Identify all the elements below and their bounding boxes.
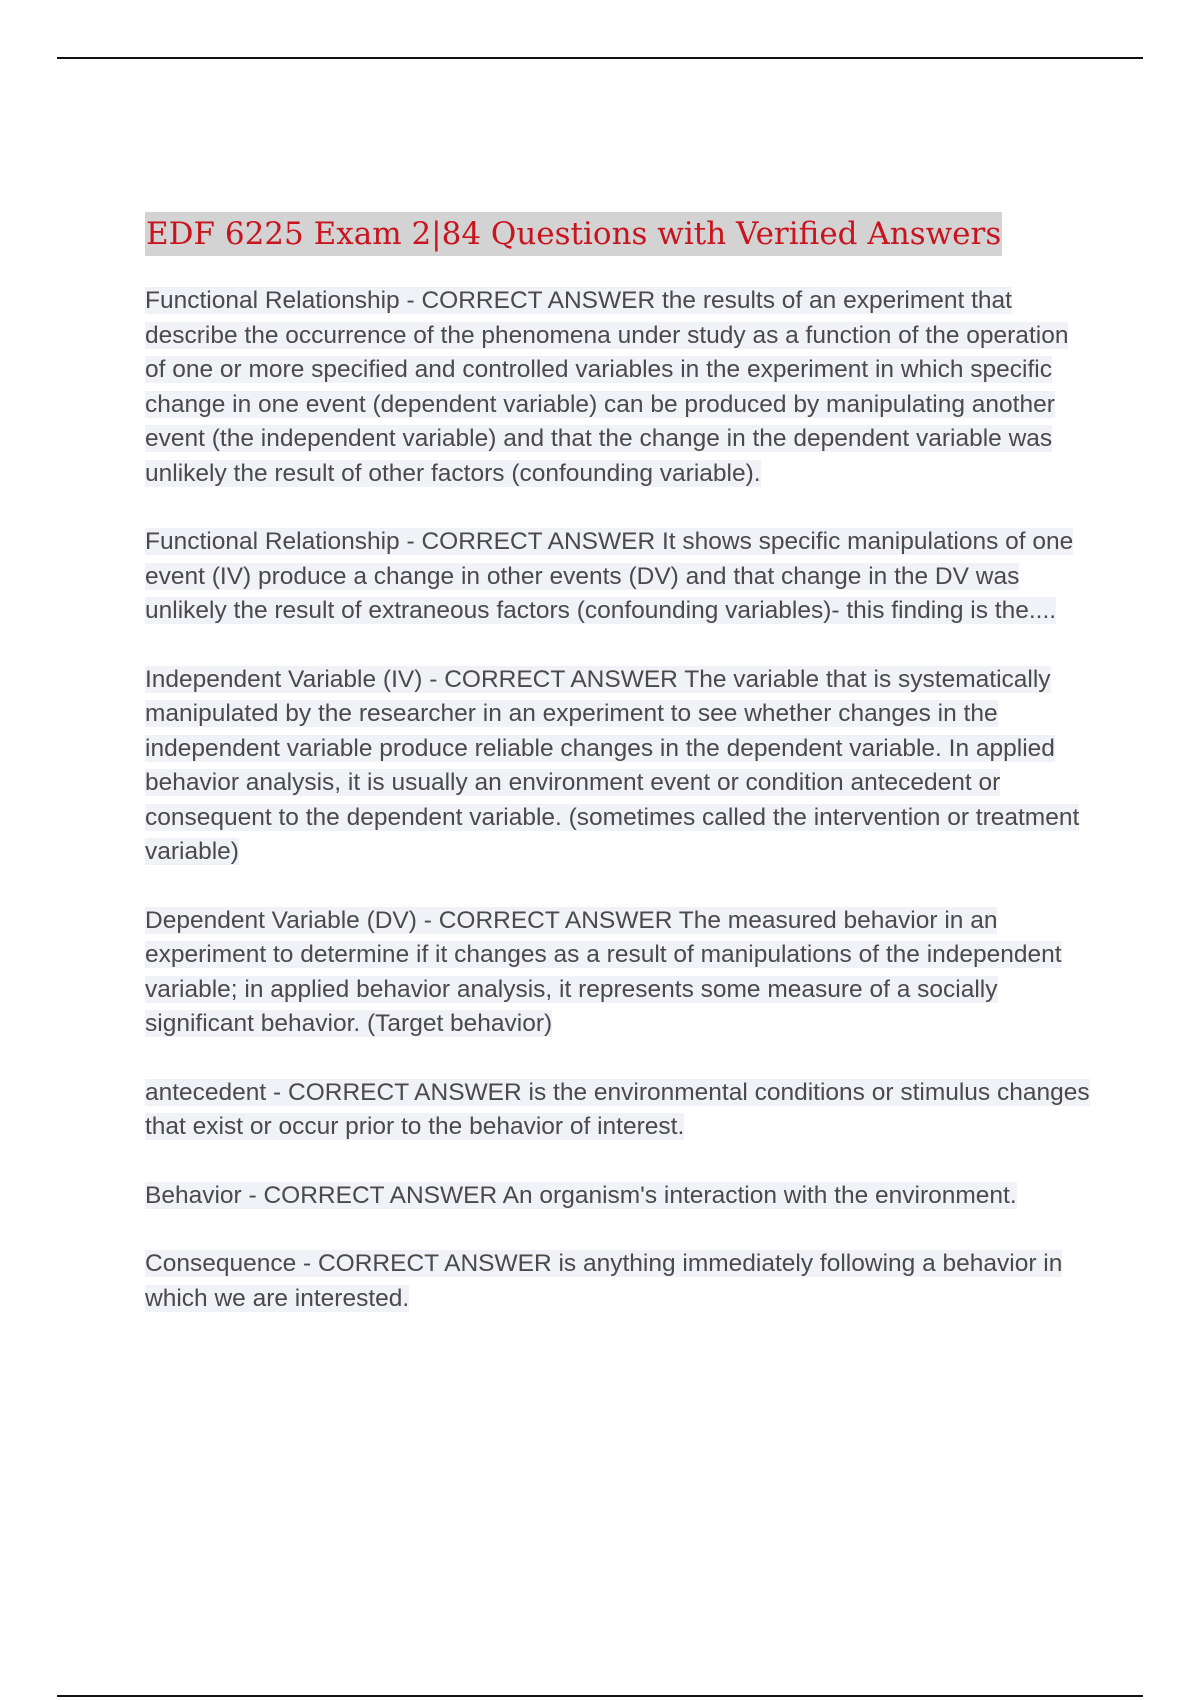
entry-term: Functional Relationship (145, 287, 400, 314)
document-body (145, 212, 1090, 1350)
entry-term: Independent Variable (IV) (145, 665, 423, 693)
qa-entry (145, 904, 1090, 1042)
qa-entry (145, 1179, 1090, 1214)
entry-definition: It shows specific manipulations of one event (IV) produce a change in other events (DV) and that change in the DV was unlikely the result of extraneous factors (confounding variables)- this finding is the.... (145, 528, 1074, 624)
entry-term: Dependent Variable (DV) (145, 906, 417, 934)
entry-definition: the results of an experiment that describe the occurrence of the phenomena under study as a function of the operation of one or more specified and controlled variables in the experiment in which specific change in one event (dependent variable) can be produced by manipulating another event (the independent variable) and that the change in the dependent variable was unlikely the result of other factors (confounding variable). (145, 287, 1069, 487)
entry-separator: - (399, 528, 422, 555)
entry-definition: is the environmental conditions or stimulus changes that exist or occur prior to the behavior of interest. (145, 1078, 1090, 1140)
entry-answer-label: CORRECT ANSWER (288, 1078, 522, 1106)
footer-rule (57, 1695, 1143, 1697)
entry-answer-label: CORRECT ANSWER (317, 1250, 552, 1277)
entry-term: Consequence (145, 1250, 297, 1277)
entry-separator: - (422, 665, 445, 693)
entry-definition: The measured behavior in an experiment to determine if it changes as a result of manipulations of the independent variable; in applied behavior analysis, it represents some measure of a socially significant behavior. (Target behavior) (145, 906, 1062, 1037)
entry-answer-label: CORRECT ANSWER (421, 287, 656, 314)
entry-separator: - (266, 1078, 289, 1106)
entry-separator: - (416, 906, 439, 934)
entry-answer-label: CORRECT ANSWER (438, 906, 673, 934)
qa-entry (145, 663, 1090, 870)
qa-entry (145, 1247, 1090, 1316)
entry-answer-label: CORRECT ANSWER (263, 1181, 498, 1209)
entry-definition: is anything immediately following a behavior in which we are interested. (145, 1250, 1063, 1312)
entry-answer-label: CORRECT ANSWER (421, 528, 656, 555)
qa-entry (145, 525, 1090, 629)
entry-term: Functional Relationship (145, 528, 400, 555)
qa-entry (145, 1076, 1090, 1145)
entry-separator: - (241, 1181, 264, 1209)
header-rule (57, 57, 1143, 59)
entry-separator: - (296, 1250, 318, 1277)
entry-definition: An organism's interaction with the environment. (502, 1181, 1017, 1209)
entry-definition: The variable that is systematically manipulated by the researcher in an experiment to see whether changes in the independent variable produce reliable changes in the dependent variable. In applied behavior analysis, it is usually an environment event or condition antecedent or consequent to the dependent variable. (sometimes called the intervention or treatment variable) (145, 665, 1080, 865)
entry-answer-label: CORRECT ANSWER (444, 665, 678, 693)
entry-term: Behavior (145, 1181, 242, 1209)
entry-separator: - (399, 287, 422, 314)
qa-entry (145, 284, 1090, 491)
document-title: EDF 6225 Exam 2|84 Questions with Verified Answers (145, 212, 1002, 256)
entry-term: antecedent (145, 1078, 267, 1106)
